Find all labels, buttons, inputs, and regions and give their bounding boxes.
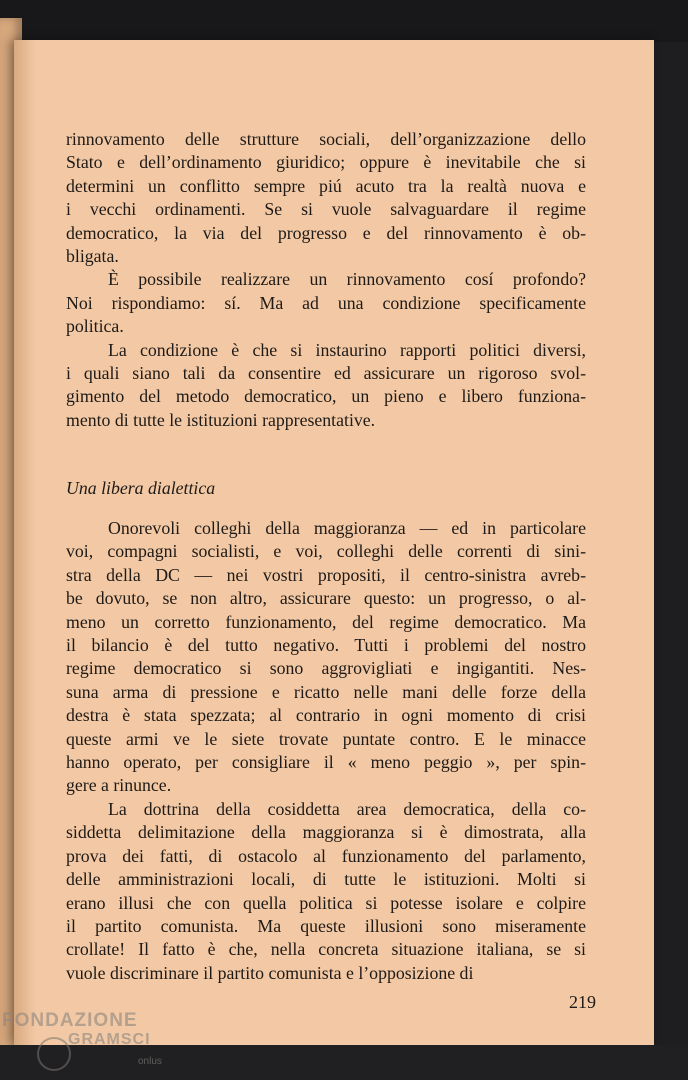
text-line: rinnovamento delle strutture sociali, dell’organizzazione dello bbox=[66, 129, 586, 149]
text-line: il partito comunista. Ma queste illusioni sono miseramente bbox=[66, 915, 586, 936]
section-heading: Una libera dialettica bbox=[66, 478, 216, 498]
text-line: queste armi ve le siete trovate puntate contro. E le minacce bbox=[66, 728, 586, 749]
text-line: suna arma di pressione e ricatto nelle mani delle forze della bbox=[66, 681, 586, 702]
text-line: il bilancio è del tutto negativo. Tutti i problemi del nostro bbox=[66, 635, 586, 656]
text-line: Onorevoli colleghi della maggioranza — ed in particolare bbox=[108, 518, 586, 538]
text-line: be dovuto, se non altro, assicurare questo: un progresso, o al- bbox=[66, 588, 586, 609]
text-line: crollate! Il fatto è che, nella concreta situazione italiana, se si bbox=[66, 939, 586, 960]
text-line: voi, compagni socialisti, e voi, colleghi delle correnti di sini- bbox=[66, 541, 586, 562]
text-line: regime democratico si sono aggrovigliati e ingigantiti. Nes- bbox=[66, 658, 586, 679]
body-text-top bbox=[66, 128, 586, 432]
watermark-logo-circle bbox=[38, 1038, 70, 1070]
text-line: vuole discriminare il partito comunista e l’opposizione di bbox=[66, 962, 474, 983]
text-line: determini un conflitto sempre piú acuto tra la realtà nuova e bbox=[66, 175, 586, 196]
text-line: Stato e dell’ordinamento giuridico; oppure è inevitabile che si bbox=[66, 152, 586, 173]
body-text-bottom bbox=[66, 517, 586, 985]
text-line: i vecchi ordinamenti. Se si vuole salvaguardare il regime bbox=[66, 199, 586, 220]
watermark-line3: onlus bbox=[138, 1056, 162, 1067]
fondazione-gramsci-watermark bbox=[0, 1002, 180, 1072]
text-line: prova dei fatti, di ostacolo al funzionamento del parlamento, bbox=[66, 845, 586, 866]
text-line: Noi rispondiamo: sí. Ma ad una condizione specificamente bbox=[66, 292, 586, 313]
text-line: bligata. bbox=[66, 246, 119, 267]
watermark-line2: GRAMSCI bbox=[68, 1031, 151, 1048]
page-gutter-shadow bbox=[14, 40, 36, 1045]
text-line: democratico, la via del progresso e del rinnovamento è ob- bbox=[66, 222, 586, 243]
text-line: È possibile realizzare un rinnovamento cosí profondo? bbox=[108, 269, 586, 290]
text-line: meno un corretto funzionamento, del regime democratico. Ma bbox=[66, 611, 586, 632]
text-line: gere a rinunce. bbox=[66, 775, 172, 796]
text-line: siddetta delimitazione della maggioranza si è dimostrata, alla bbox=[66, 822, 586, 843]
text-line: gimento del metodo democratico, un pieno e libero funziona- bbox=[66, 386, 586, 407]
page-number: 219 bbox=[569, 992, 596, 1012]
text-line: politica. bbox=[66, 316, 124, 337]
text-line: La dottrina della cosiddetta area democratica, della co- bbox=[108, 798, 586, 819]
text-line: hanno operato, per consigliare il « meno peggio », per spin- bbox=[66, 752, 586, 773]
text-line: erano illusi che con quella politica si potesse isolare e colpire bbox=[66, 892, 586, 913]
text-line: destra è stata spezzata; al contrario in ogni momento di crisi bbox=[66, 705, 586, 726]
text-line: delle amministrazioni locali, di tutte le istituzioni. Molti si bbox=[66, 869, 586, 890]
scan-background-top bbox=[0, 0, 688, 42]
text-line: mento di tutte le istituzioni rappresentative. bbox=[66, 409, 376, 430]
watermark-line1: FONDAZIONE bbox=[2, 1010, 138, 1031]
text-line: La condizione è che si instaurino rapporti politici diversi, bbox=[108, 339, 586, 360]
text-line: stra della DC — nei vostri propositi, il centro-sinistra avreb- bbox=[66, 564, 586, 585]
text-line: i quali siano tali da consentire ed assicurare un rigoroso svol- bbox=[66, 363, 586, 384]
